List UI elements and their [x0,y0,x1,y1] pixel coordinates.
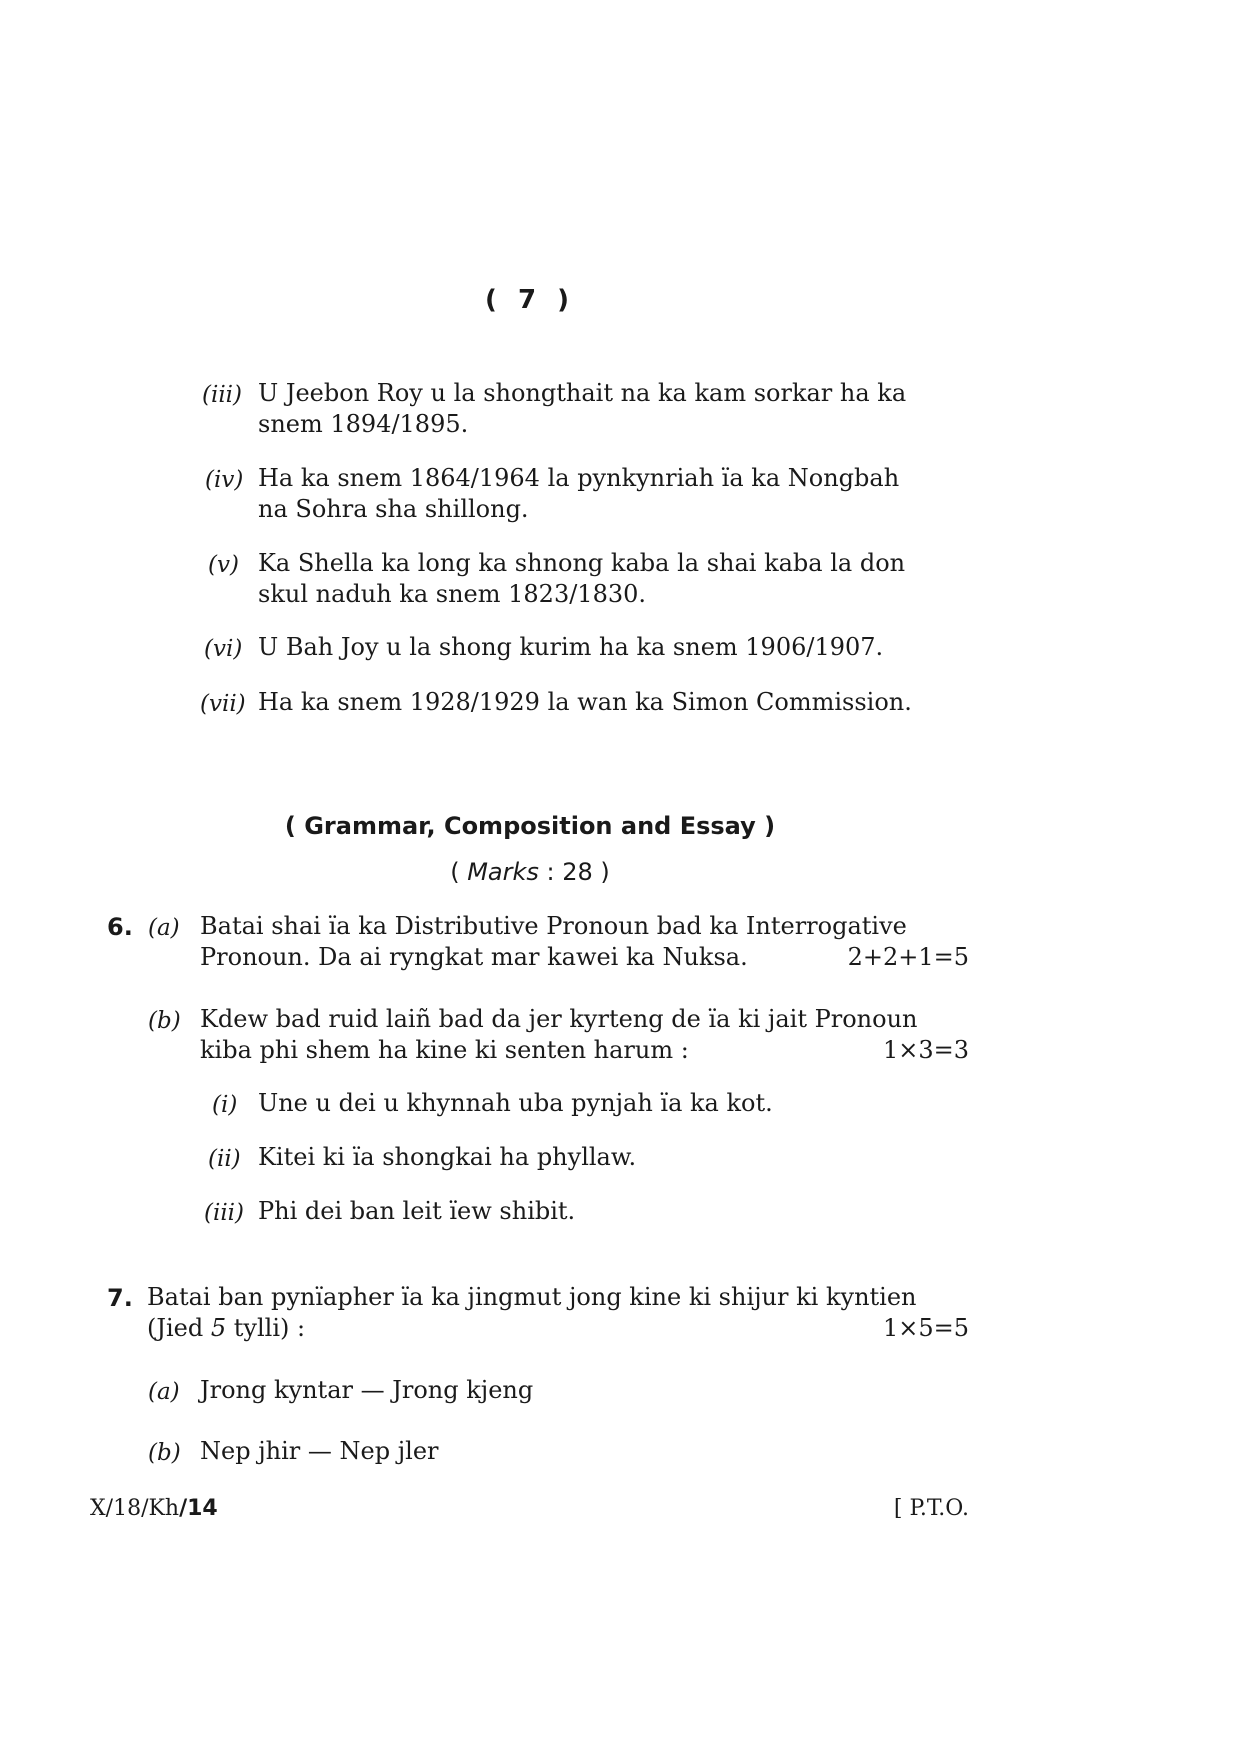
sub-text: Kitei ki ïa shongkai ha phyllaw. [258,1143,637,1171]
part-text: kiba phi shem ha kine ki senten harum : [200,1036,689,1064]
item-label: (v) [208,552,239,578]
question-text: (Jied 5 tylli) : [147,1314,306,1342]
part-text: Kdew bad ruid laiñ bad da jer kyrteng de ïa ki jait Pronoun [200,1005,918,1033]
item-text: Ha ka snem 1864/1964 la pynkynriah ïa ka Nongbah [258,464,900,492]
page-number: ( 7 ) [485,285,575,315]
item-text: U Bah Joy u la shong kurim ha ka snem 1906/1907. [258,633,884,661]
part-label: (a) [148,915,180,941]
sub-text: Une u dei u khynnah uba pynjah ïa ka kot. [258,1089,773,1117]
item-label: (iii) [202,382,243,408]
marks-allocation: 2+2+1=5 [847,943,969,971]
item-text: skul naduh ka snem 1823/1830. [258,580,647,608]
question-number: 6. [107,913,133,941]
sub-label: (b) [148,1440,181,1466]
part-text: Batai shai ïa ka Distributive Pronoun bad ka Interrogative [200,912,907,940]
item-text: U Jeebon Roy u la shongthait na ka kam sorkar ha ka [258,379,907,407]
sub-text: Nep jhir — Nep jler [200,1437,439,1465]
item-text: Ka Shella ka long ka shnong kaba la shai kaba la don [258,549,906,577]
part-text: Pronoun. Da ai ryngkat mar kawei ka Nuksa. [200,943,748,971]
sub-label: (i) [212,1092,238,1118]
item-text: Ha ka snem 1928/1929 la wan ka Simon Commission. [258,688,912,716]
pto-note: [ P.T.O. [893,1496,969,1521]
marks-allocation: 1×5=5 [882,1314,969,1342]
sub-label: (iii) [204,1200,245,1226]
item-label: (iv) [205,467,244,493]
item-label: (vii) [200,691,246,717]
item-label: (vi) [204,636,243,662]
item-text: na Sohra sha shillong. [258,495,529,523]
paper-code: X/18/Kh/14 [90,1496,218,1521]
question-text: Batai ban pynïapher ïa ka jingmut jong kine ki shijur ki kyntien [147,1283,917,1311]
section-heading: ( Grammar, Composition and Essay ) [284,812,776,840]
sub-label: (ii) [208,1146,241,1172]
item-text: snem 1894/1895. [258,410,469,438]
sub-text: Jrong kyntar — Jrong kjeng [200,1376,534,1404]
question-number: 7. [107,1284,133,1312]
part-label: (b) [148,1008,181,1034]
marks-allocation: 1×3=3 [882,1036,969,1064]
sub-text: Phi dei ban leit ïew shibit. [258,1197,576,1225]
sub-label: (a) [148,1379,180,1405]
section-marks: ( Marks : 28 ) [450,858,610,886]
